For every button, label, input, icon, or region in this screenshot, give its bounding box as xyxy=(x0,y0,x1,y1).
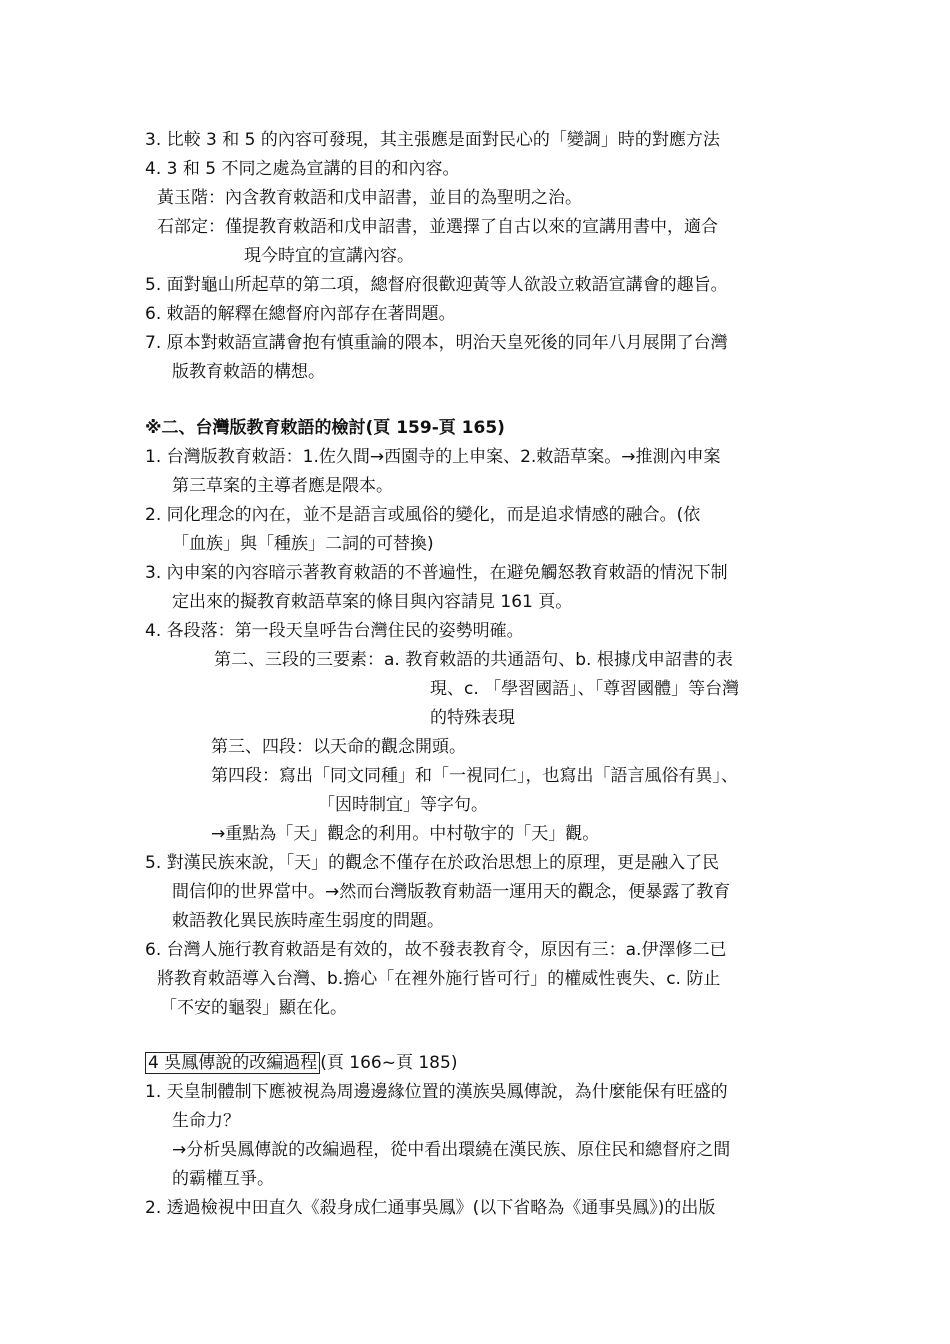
list-item: 1. 台灣版教育敕語：1.佐久間→西園寺的上申案、2.敕語草案。→推測內申案 xyxy=(145,447,721,467)
list-item: 定出來的擬教育敕語草案的條目與內容請見 161 頁。 xyxy=(172,592,573,612)
list-item: 的特殊表現 xyxy=(430,708,515,728)
list-item: 「因時制宜」等字句。 xyxy=(318,795,488,815)
list-item: 3. 內申案的內容暗示著教育敕語的不普遍性，在避免觸怒教育敕語的情況下制 xyxy=(145,563,728,583)
list-item: 第三、四段：以天命的觀念開頭。 xyxy=(211,737,466,757)
list-item: 「血族」與「種族」二詞的可替換) xyxy=(172,534,434,554)
section-heading-boxed: 4 吳鳳傳說的改編過程 xyxy=(145,1052,320,1074)
list-item: 6. 台灣人施行教育敕語是有效的，故不發表教育令，原因有三：a.伊澤修二已 xyxy=(145,940,727,960)
section-heading xyxy=(145,1051,457,1075)
list-item: 石部定：僅提教育敕語和戊申詔書，並選擇了自古以來的宣講用書中，適合 xyxy=(157,217,718,237)
list-item: 現今時宜的宣講內容。 xyxy=(244,246,414,266)
list-item: 2. 透過檢視中田直久《殺身成仁通事吳鳳》(以下省略為《通事吳鳳》)的出版 xyxy=(145,1198,716,1218)
list-item: 6. 敕語的解釋在總督府內部存在著問題。 xyxy=(145,304,456,324)
list-item: 1. 天皇制體制下應被視為周邊邊緣位置的漢族吳鳳傳說，為什麼能保有旺盛的 xyxy=(145,1082,728,1102)
list-item: 「不安的龜裂」顯在化。 xyxy=(160,998,347,1018)
list-item: 5. 對漢民族來說，「天」的觀念不僅存在於政治思想上的原理，更是融入了民 xyxy=(145,853,720,873)
section-heading-pages: (頁 166~頁 185) xyxy=(320,1053,458,1073)
list-item: 3. 比較 3 和 5 的內容可發現，其主張應是面對民心的「變調」時的對應方法 xyxy=(145,130,720,150)
list-item: 5. 面對龜山所起草的第二項，總督府很歡迎黃等人欲設立敕語宣講會的趣旨。 xyxy=(145,275,728,295)
list-item: 第二、三段的三要素：a. 教育敕語的共通語句、b. 根據戊申詔書的表 xyxy=(214,650,733,670)
list-item: 4. 3 和 5 不同之處為宣講的目的和內容。 xyxy=(145,159,460,179)
list-item: 的霸權互爭。 xyxy=(172,1169,274,1189)
list-item: 生命力？ xyxy=(172,1111,240,1131)
list-item: 第四段：寫出「同文同種」和「一視同仁」，也寫出「語言風俗有異」、 xyxy=(211,766,738,786)
list-item: →重點為「天」觀念的利用。中村敬宇的「天」觀。 xyxy=(211,824,600,844)
list-item: 7. 原本對敕語宣講會抱有慎重論的隈本，明治天皇死後的同年八月展開了台灣 xyxy=(145,333,728,353)
list-item: 2. 同化理念的內在，並不是語言或風俗的變化，而是追求情感的融合。(依 xyxy=(145,505,701,525)
list-item: 現、c. 「學習國語」、「尊習國體」等台灣 xyxy=(430,679,740,699)
section-heading: ※二、台灣版教育敕語的檢討(頁 159-頁 165) xyxy=(145,418,505,438)
list-item: 敕語教化異民族時產生弱度的問題。 xyxy=(172,911,444,931)
list-item: 將教育敕語導入台灣、b.擔心「在裡外施行皆可行」的權威性喪失、c. 防止 xyxy=(157,969,721,989)
list-item: 第三草案的主導者應是隈本。 xyxy=(172,476,393,496)
list-item: →分析吳鳳傳說的改編過程，從中看出環繞在漢民族、原住民和總督府之間 xyxy=(172,1140,731,1160)
list-item: 間信仰的世界當中。→然而台灣版教育勅語一運用天的觀念，便暴露了教育 xyxy=(172,882,731,902)
list-item: 4. 各段落：第一段天皇呼告台灣住民的姿勢明確。 xyxy=(145,621,524,641)
list-item: 黃玉階：內含教育敕語和戊申詔書，並目的為聖明之治。 xyxy=(157,188,582,208)
list-item: 版教育敕語的構想。 xyxy=(172,362,325,382)
